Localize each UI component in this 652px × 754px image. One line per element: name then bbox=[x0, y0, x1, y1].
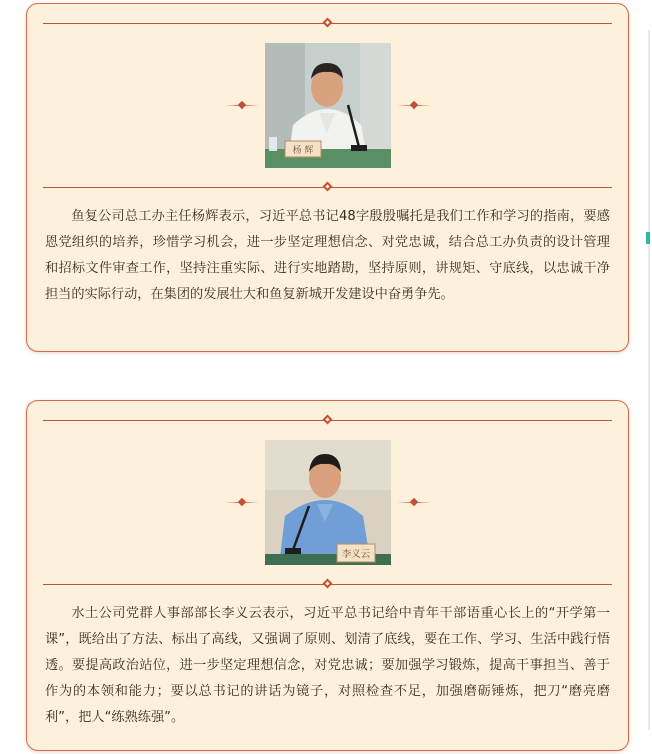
article-paragraph: 水土公司党群人事部部长李义云表示，习近平总书记给中青年干部语重心长上的“开学第一课”，既给出了方法、标出了高线，又强调了原则、划清了底线，要在工作、学习、生活中践行悟透。要提高政治站位，进一步坚定理想信念，对党忠诚；要加强学习锻炼，提高干事担当、善于作为的本领和能力；要以总书记的讲话为镜子，对照检查不足，加强磨砺锤炼，把刀“磨亮磨利”，把人“练熟练强”。 bbox=[45, 606, 610, 725]
scroll-indicator[interactable] bbox=[646, 232, 650, 244]
diamond-ornament-icon bbox=[322, 579, 332, 589]
article-paragraph: 鱼复公司总工办主任杨辉表示，习近平总书记48字殷殷嘱托是我们工作和学习的指南，要感恩党组织的培养，珍惜学习机会，进一步坚定理想信念、对党忠诚，结合总工办负责的设计管理和招标文件审查工作，坚持注重实际、进行实地踏勘，坚持原则，讲规矩、守底线，以忠诚干净担当的实际行动，在集团的发展壮大和鱼复新城开发建设中奋勇争先。 bbox=[45, 209, 610, 302]
right-ornament-icon bbox=[397, 105, 431, 106]
name-plate-label: 杨 辉 bbox=[292, 146, 314, 156]
diamond-ornament-icon bbox=[322, 415, 332, 425]
left-ornament-icon bbox=[225, 105, 259, 106]
top-divider bbox=[43, 420, 612, 421]
bottom-divider bbox=[43, 187, 612, 188]
right-ornament-icon bbox=[397, 502, 431, 503]
diamond-ornament-icon bbox=[322, 182, 332, 192]
article-card-1 bbox=[26, 3, 629, 352]
bottom-divider bbox=[43, 584, 612, 585]
article-card-2 bbox=[26, 400, 629, 751]
diamond-ornament-icon bbox=[322, 18, 332, 28]
left-ornament-icon bbox=[225, 502, 259, 503]
scrollbar-track[interactable] bbox=[648, 30, 650, 730]
speaker-photo bbox=[265, 440, 391, 565]
name-plate-label: 李义云 bbox=[341, 549, 371, 560]
speaker-photo bbox=[265, 43, 391, 168]
top-divider bbox=[43, 23, 612, 24]
